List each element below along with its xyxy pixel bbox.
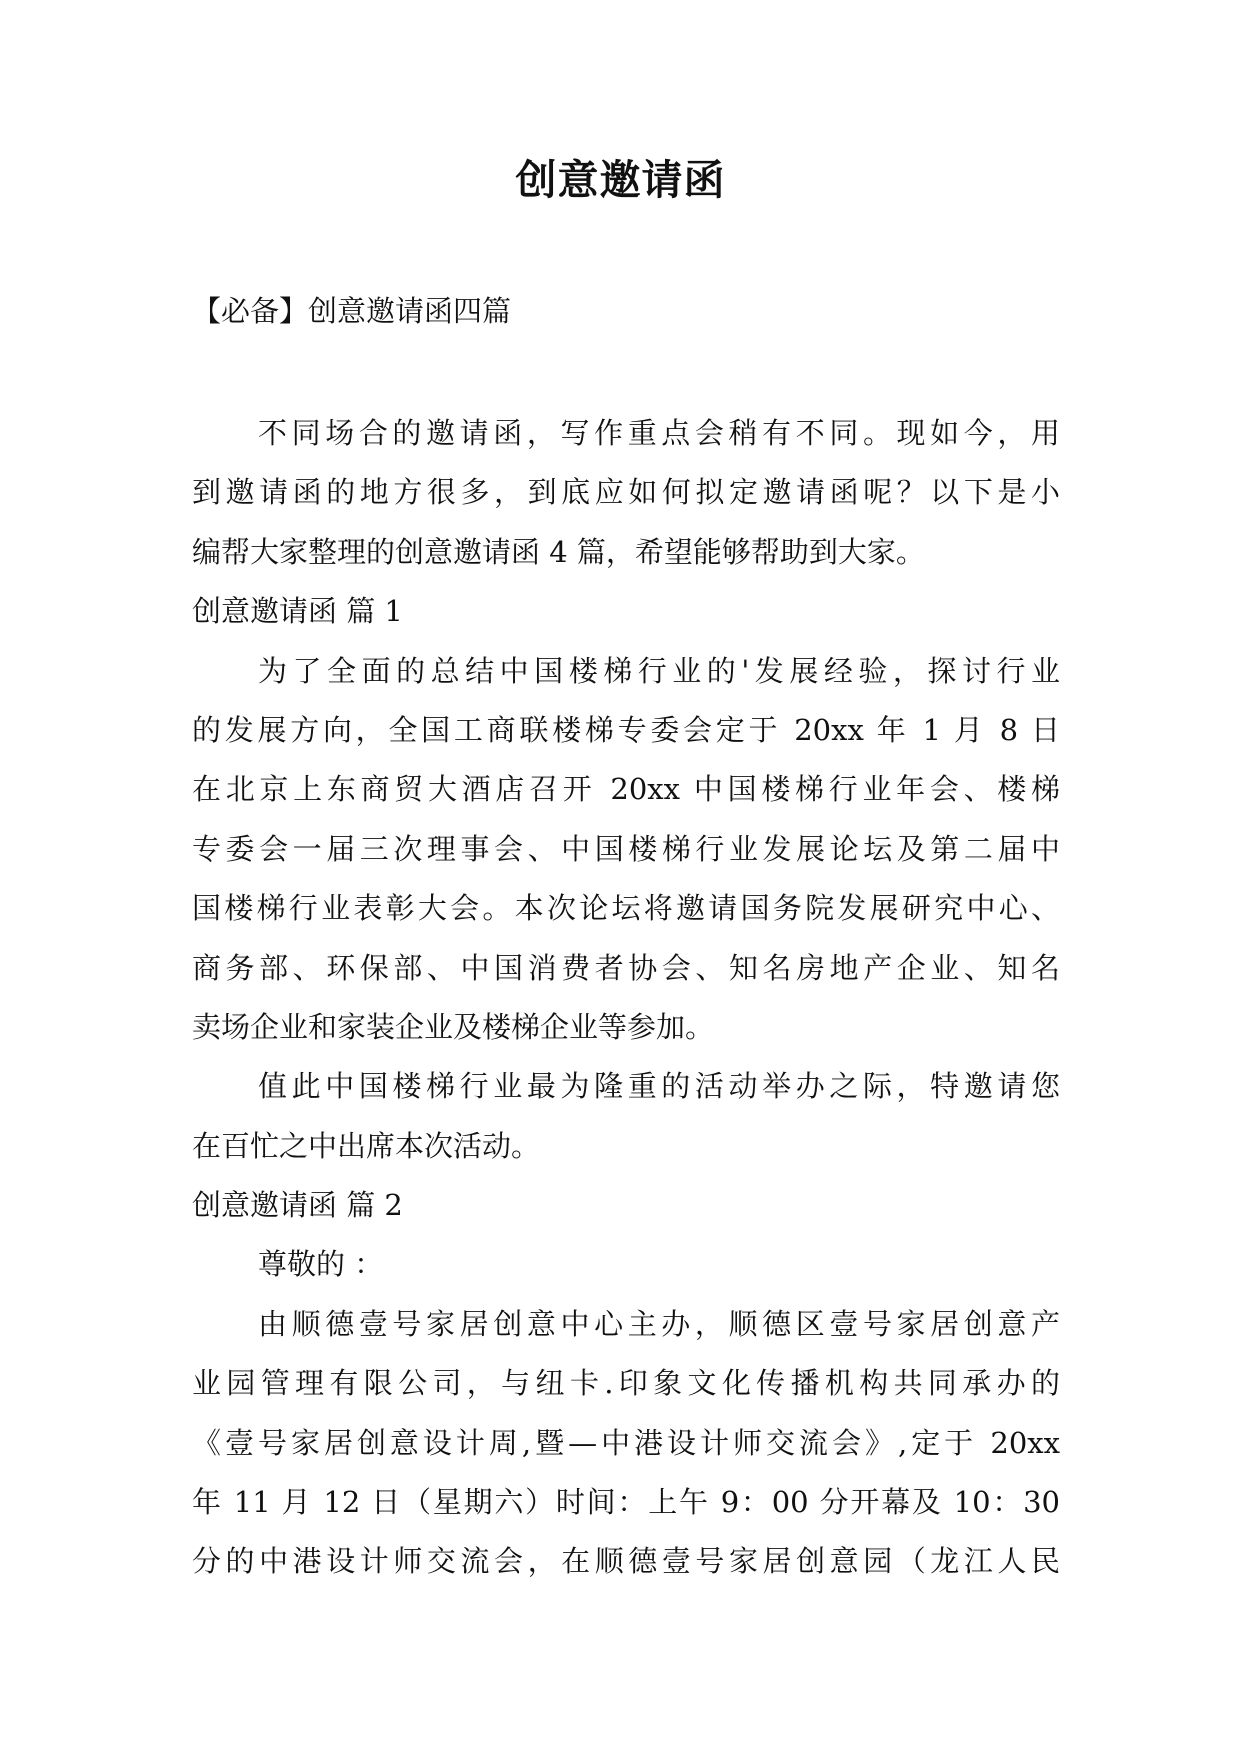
text-line: 在百忙之中出席本次活动。 (192, 1128, 541, 1163)
text-line: 到邀请函的地方很多，到底应如何拟定邀请函呢？以下是小 (192, 475, 1060, 510)
text-line: 在北京上东商贸大酒店召开 20xx 中国楼梯行业年会、楼梯 (192, 772, 1060, 807)
text-line: 业园管理有限公司，与纽卡.印象文化传播机构共同承办的 (192, 1366, 1060, 1401)
text-line: 尊敬的 ： (258, 1247, 384, 1282)
text-line: 《壹号家居创意设计周,暨—中港设计师交流会》,定于 20xx (192, 1425, 1060, 1460)
document-body (192, 404, 1060, 1592)
text-line: 分的中港设计师交流会，在顺德壹号家居创意园（龙江人民 (192, 1544, 1060, 1579)
text-line: 国楼梯行业表彰大会。本次论坛将邀请国务院发展研究中心、 (192, 891, 1060, 926)
text-line: 编帮大家整理的创意邀请函 4 篇，希望能够帮助到大家。 (192, 534, 925, 569)
text-line: 商务部、环保部、中国消费者协会、知名房地产企业、知名 (192, 950, 1060, 985)
text-line: 为了全面的总结中国楼梯行业的'发展经验，探讨行业 (258, 653, 1060, 688)
text-line: 创意邀请函 篇 2 (192, 1188, 403, 1223)
text-line: 由顺德壹号家居创意中心主办，顺德区壹号家居创意产 (258, 1306, 1060, 1341)
text-line: 的发展方向，全国工商联楼梯专委会定于 20xx 年 1 月 8 日 (192, 712, 1060, 747)
text-line: 创意邀请函 篇 1 (192, 594, 403, 629)
text-line: 年 11 月 12 日（星期六）时间：上午 9：00 分开幕及 10：30 (192, 1485, 1060, 1520)
text-line: 卖场企业和家装企业及楼梯企业等参加。 (192, 1009, 715, 1044)
text-line: 不同场合的邀请函，写作重点会稍有不同。现如今，用 (258, 416, 1060, 450)
text-line: 值此中国楼梯行业最为隆重的活动举办之际，特邀请您 (258, 1069, 1060, 1104)
document-subtitle: 【必备】创意邀请函四篇 (192, 294, 512, 328)
document-title: 创意邀请函 (515, 156, 726, 204)
text-line: 专委会一届三次理事会、中国楼梯行业发展论坛及第二届中 (192, 831, 1060, 866)
